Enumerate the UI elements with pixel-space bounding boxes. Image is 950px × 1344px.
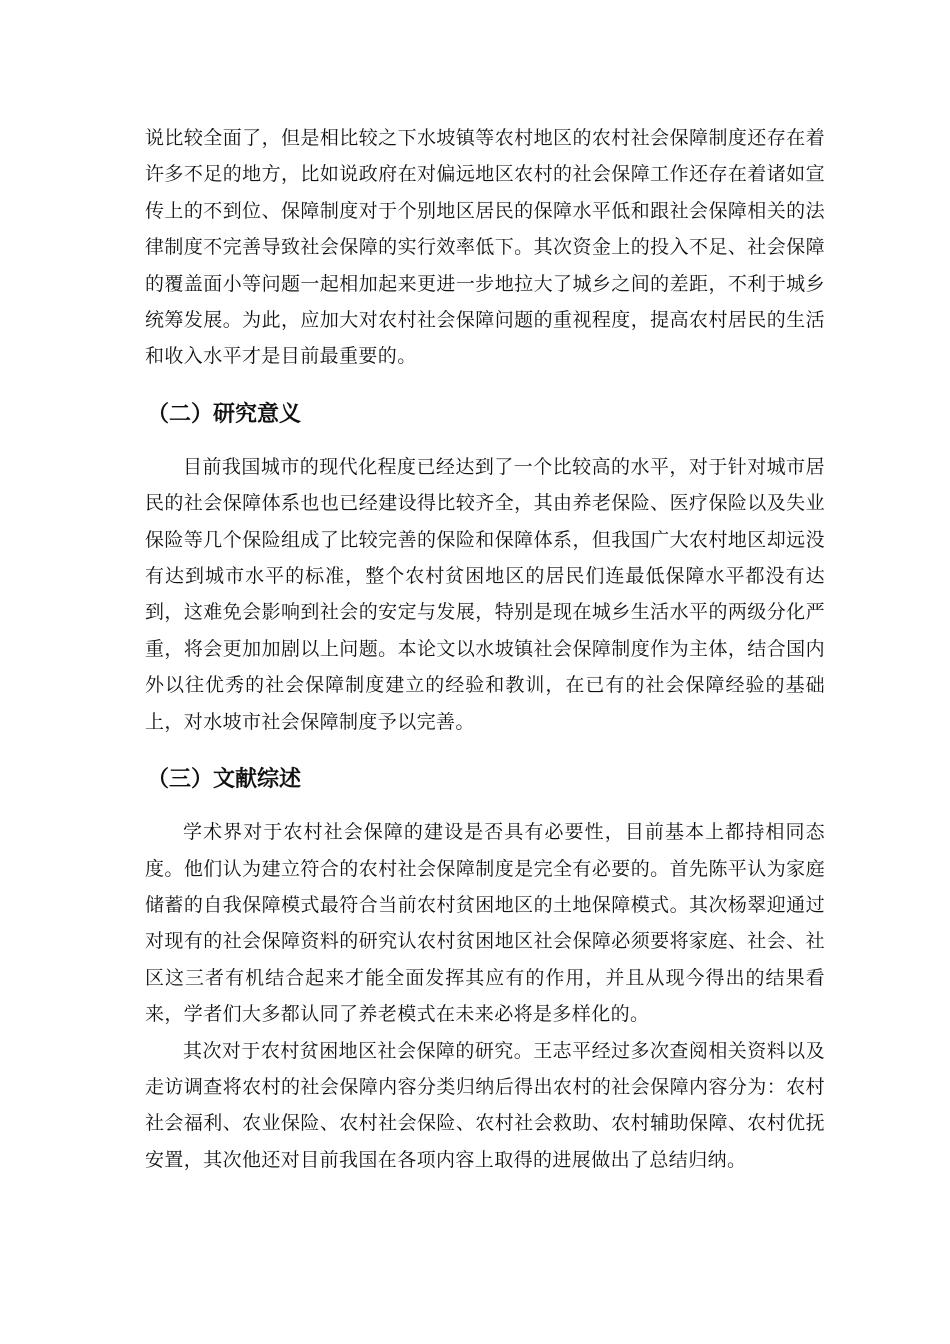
literature-review-paragraph-2: 其次对于农村贫困地区社会保障的研究。王志平经过多次查阅相关资料以及走访调查将农村的社会保障内容分类归纳后得出农村的社会保障内容分为：农村社会福利、农业保险、农村社会保险、农村社会救助、农村辅助保障、农村优抚安置，其次他还对目前我国在各项内容上取得的进展做出了总结归纳。: [145, 1039, 825, 1171]
section-heading-literature-review: （三）文献综述: [147, 767, 302, 793]
document-body: [145, 120, 825, 1178]
literature-review-paragraph-1: 学术界对于农村社会保障的建设是否具有必要性，目前基本上都持相同态度。他们认为建立符合的农村社会保障制度是完全有必要的。首先陈平认为家庭储蓄的自我保障模式最符合当前农村贫困地区的土地保障模式。其次杨翠迎通过对现有的社会保障资料的研究认农村贫困地区社会保障必须要将家庭、社会、社区这三者有机结合起来才能全面发挥其应有的作用，并且从现今得出的结果看来，学者们大多都认同了养老模式在未来必将是多样化的。: [145, 821, 825, 1026]
intro-paragraph: 说比较全面了，但是相比较之下水坡镇等农村地区的农村社会保障制度还存在着许多不足的地方，比如说政府在对偏远地区农村的社会保障工作还存在着诸如宣传上的不到位、保障制度对于个别地区居民的保障水平低和跟社会保障相关的法律制度不完善导致社会保障的实行效率低下。其次资金上的投入不足、社会保障的覆盖面小等问题一起相加起来更进一步地拉大了城乡之间的差距，不利于城乡统筹发展。为此，应加大对农村社会保障问题的重视程度，提高农村居民的生活和收入水平才是目前最重要的。: [145, 127, 825, 368]
section-heading-research-significance: （二）研究意义: [147, 401, 302, 427]
research-significance-paragraph: 目前我国城市的现代化程度已经达到了一个比较高的水平，对于针对城市居民的社会保障体系也也已经建设得比较齐全，其由养老保险、医疗保险以及失业保险等几个保险组成了比较完善的保险和保障体系，但我国广大农村地区却远没有达到城市水平的标准，整个农村贫困地区的居民们连最低保障水平都没有达到，这难免会影响到社会的安定与发展，特别是现在城乡生活水平的两级分化严重，将会更加加剧以上问题。本论文以水坡镇社会保障制度作为主体，结合国内外以往优秀的社会保障制度建立的经验和教训，在已有的社会保障经验的基础上，对水坡市社会保障制度予以完善。: [145, 455, 825, 733]
